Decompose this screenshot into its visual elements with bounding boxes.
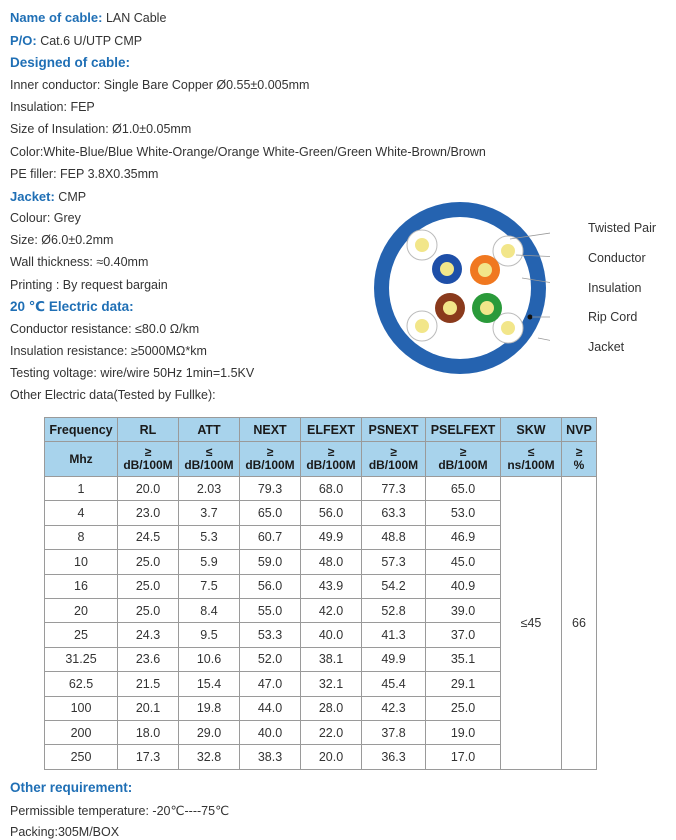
unit-text: Mhz: [69, 451, 93, 466]
jacket-colour: Colour: Grey: [10, 211, 81, 225]
table-cell: 62.5: [45, 672, 118, 696]
table-cell: 39.0: [426, 598, 501, 622]
table-cell: 65.0: [240, 501, 301, 525]
orange-conductor: [470, 255, 500, 285]
table-cell: 20.0: [301, 745, 362, 769]
header-pselfext: PSELFEXT: [426, 418, 501, 442]
unit-text: ≥: [575, 445, 583, 459]
green-conductor: [472, 293, 502, 323]
header-att: ATT: [179, 418, 240, 442]
table-cell: 42.0: [301, 598, 362, 622]
table-cell: 23.6: [118, 647, 179, 671]
cable-name-key: Name of cable:: [10, 10, 103, 25]
table-cell: 79.3: [240, 477, 301, 501]
table-cell: 56.0: [240, 574, 301, 598]
white-conductor-top-left: [407, 230, 437, 260]
table-cell: 31.25: [45, 647, 118, 671]
table-cell: 49.9: [362, 647, 426, 671]
design-heading: Designed of cable:: [10, 55, 131, 70]
table-cell: 19.0: [426, 720, 501, 744]
unit-text: ns/100M: [507, 458, 555, 472]
unit-text: dB/100M: [184, 458, 234, 472]
unit-text: ≥: [266, 445, 274, 459]
unit-text: ≥: [144, 445, 152, 459]
electric-heading: 20 ℃ Electric data:: [10, 299, 134, 314]
cable-cross-section: [370, 198, 550, 378]
unit-elfext: [301, 442, 362, 477]
unit-pselfext: [426, 442, 501, 477]
table-cell: 37.8: [362, 720, 426, 744]
table-cell: 16: [45, 574, 118, 598]
table-cell: 24.3: [118, 623, 179, 647]
table-cell: 32.1: [301, 672, 362, 696]
unit-psnext: [362, 442, 426, 477]
unit-text: ≥: [327, 445, 335, 459]
table-cell: 20.0: [118, 477, 179, 501]
table-cell: 1: [45, 477, 118, 501]
table-cell: 54.2: [362, 574, 426, 598]
table-cell: 45.4: [362, 672, 426, 696]
table-cell: 38.1: [301, 647, 362, 671]
brown-conductor: [435, 293, 465, 323]
permissible-temperature: Permissible temperature: -20℃----75℃: [10, 804, 230, 818]
unit-rl: [118, 442, 179, 477]
table-unit-row: [45, 442, 597, 477]
table-cell: 42.3: [362, 696, 426, 720]
unit-text: dB/100M: [123, 458, 173, 472]
table-cell: 3.7: [179, 501, 240, 525]
table-cell: 200: [45, 720, 118, 744]
label-rip-cord: Rip Cord: [588, 310, 638, 324]
table-cell: 40.9: [426, 574, 501, 598]
unit-text: ≤: [527, 445, 535, 459]
table-body: [45, 477, 597, 770]
table-header-row: [45, 418, 597, 442]
table-cell: 36.3: [362, 745, 426, 769]
table-cell: 22.0: [301, 720, 362, 744]
table-cell: 40.0: [301, 623, 362, 647]
other-requirement-heading: Other requirement:: [10, 780, 133, 795]
label-jacket: Jacket: [588, 340, 625, 354]
jacket-key: Jacket:: [10, 189, 55, 204]
table-cell: 57.3: [362, 550, 426, 574]
table-cell: 5.9: [179, 550, 240, 574]
table-cell: 24.5: [118, 525, 179, 549]
wall-thickness: Wall thickness: ≈0.40mm: [10, 255, 149, 269]
table-cell: 60.7: [240, 525, 301, 549]
table-cell: 4: [45, 501, 118, 525]
table-cell: 15.4: [179, 672, 240, 696]
table-cell: 48.8: [362, 525, 426, 549]
table-cell: 23.0: [118, 501, 179, 525]
table-cell: 47.0: [240, 672, 301, 696]
table-cell: 8.4: [179, 598, 240, 622]
table-cell: 77.3: [362, 477, 426, 501]
table-cell: 17.0: [426, 745, 501, 769]
conductor-resistance: Conductor resistance: ≤80.0 Ω/km: [10, 322, 200, 336]
table-cell: 41.3: [362, 623, 426, 647]
header-psnext: PSNEXT: [362, 418, 426, 442]
white-conductor-bottom-left: [407, 311, 437, 341]
table-cell: 21.5: [118, 672, 179, 696]
table-cell: 25.0: [118, 574, 179, 598]
table-cell: 46.9: [426, 525, 501, 549]
pe-filler: PE filler: FEP 3.8X0.35mm: [10, 167, 159, 181]
packing: Packing:305M/BOX: [10, 825, 120, 839]
table-cell: 100: [45, 696, 118, 720]
table-cell: 25.0: [118, 598, 179, 622]
table-cell: 35.1: [426, 647, 501, 671]
cable-name-line: [10, 10, 166, 25]
testing-voltage: Testing voltage: wire/wire 50Hz 1min=1.5KV: [10, 366, 255, 380]
table-cell: 25.0: [118, 550, 179, 574]
white-conductor-top-right: [493, 236, 523, 266]
blue-conductor: [432, 254, 462, 284]
unit-att: [179, 442, 240, 477]
table-cell: 10.6: [179, 647, 240, 671]
header-nvp: NVP: [562, 418, 597, 442]
unit-frequency: [45, 442, 118, 477]
insulation-size: Size of Insulation: Ø1.0±0.05mm: [10, 122, 192, 136]
jacket-line: [10, 189, 86, 204]
rip-cord: [528, 315, 533, 320]
electric-data-table: [44, 417, 597, 770]
table-cell: 44.0: [240, 696, 301, 720]
table-cell: 29.0: [179, 720, 240, 744]
po-key: P/O:: [10, 33, 37, 48]
label-conductor: Conductor: [588, 251, 646, 265]
header-rl: RL: [118, 418, 179, 442]
inner-conductor: Inner conductor: Single Bare Copper Ø0.55±0.005mm: [10, 78, 310, 92]
nvp-value: 66: [562, 477, 597, 770]
header-elfext: ELFEXT: [301, 418, 362, 442]
other-electric-data: Other Electric data(Tested by Fullke):: [10, 388, 216, 402]
table-cell: 59.0: [240, 550, 301, 574]
label-insulation: Insulation: [588, 281, 642, 295]
table-cell: 18.0: [118, 720, 179, 744]
table-cell: 25: [45, 623, 118, 647]
color-codes: Color:White-Blue/Blue White-Orange/Orange White-Green/Green White-Brown/Brown: [10, 145, 486, 159]
table-cell: 45.0: [426, 550, 501, 574]
unit-text: dB/100M: [245, 458, 295, 472]
jacket-value: CMP: [54, 190, 87, 204]
table-cell: 38.3: [240, 745, 301, 769]
table-cell: 17.3: [118, 745, 179, 769]
label-twisted-pair: Twisted Pair: [588, 221, 657, 235]
table-cell: 52.8: [362, 598, 426, 622]
table-cell: 20: [45, 598, 118, 622]
unit-text: dB/100M: [368, 458, 419, 472]
table-cell: 65.0: [426, 477, 501, 501]
table-cell: 56.0: [301, 501, 362, 525]
table-cell: 28.0: [301, 696, 362, 720]
table-cell: 53.3: [240, 623, 301, 647]
header-frequency: Frequency: [45, 418, 118, 442]
table-cell: 7.5: [179, 574, 240, 598]
table-cell: 55.0: [240, 598, 301, 622]
table-cell: 48.0: [301, 550, 362, 574]
unit-text: ≤: [205, 445, 213, 459]
table-cell: 52.0: [240, 647, 301, 671]
table-cell: 250: [45, 745, 118, 769]
table-cell: 53.0: [426, 501, 501, 525]
unit-text: ≥: [390, 445, 397, 459]
jacket-size: Size: Ø6.0±0.2mm: [10, 233, 114, 247]
table-cell: 20.1: [118, 696, 179, 720]
table-cell: 8: [45, 525, 118, 549]
cable-name-value: LAN Cable: [102, 11, 167, 25]
unit-text: dB/100M: [438, 458, 488, 472]
table-cell: 25.0: [426, 696, 501, 720]
table-cell: 37.0: [426, 623, 501, 647]
table-cell: 40.0: [240, 720, 301, 744]
unit-text: %: [573, 458, 585, 472]
table-cell: 10: [45, 550, 118, 574]
unit-text: ≥: [459, 445, 467, 459]
insulation: Insulation: FEP: [10, 100, 95, 114]
table-cell: 5.3: [179, 525, 240, 549]
po-value: Cat.6 U/UTP CMP: [36, 34, 143, 48]
table-row: [45, 477, 597, 501]
table-cell: 49.9: [301, 525, 362, 549]
table-cell: 68.0: [301, 477, 362, 501]
unit-next: [240, 442, 301, 477]
po-line: [10, 33, 142, 48]
table-cell: 9.5: [179, 623, 240, 647]
table-cell: 29.1: [426, 672, 501, 696]
skw-value: ≤45: [501, 477, 562, 770]
table-cell: 32.8: [179, 745, 240, 769]
unit-text: dB/100M: [306, 458, 356, 472]
table-cell: 2.03: [179, 477, 240, 501]
header-next: NEXT: [240, 418, 301, 442]
table-cell: 43.9: [301, 574, 362, 598]
printing: Printing : By request bargain: [10, 278, 168, 292]
header-skw: SKW: [501, 418, 562, 442]
unit-nvp: [562, 442, 597, 477]
table-cell: 63.3: [362, 501, 426, 525]
insulation-resistance: Insulation resistance: ≥5000MΩ*km: [10, 344, 207, 358]
table-cell: 19.8: [179, 696, 240, 720]
unit-skw: [501, 442, 562, 477]
